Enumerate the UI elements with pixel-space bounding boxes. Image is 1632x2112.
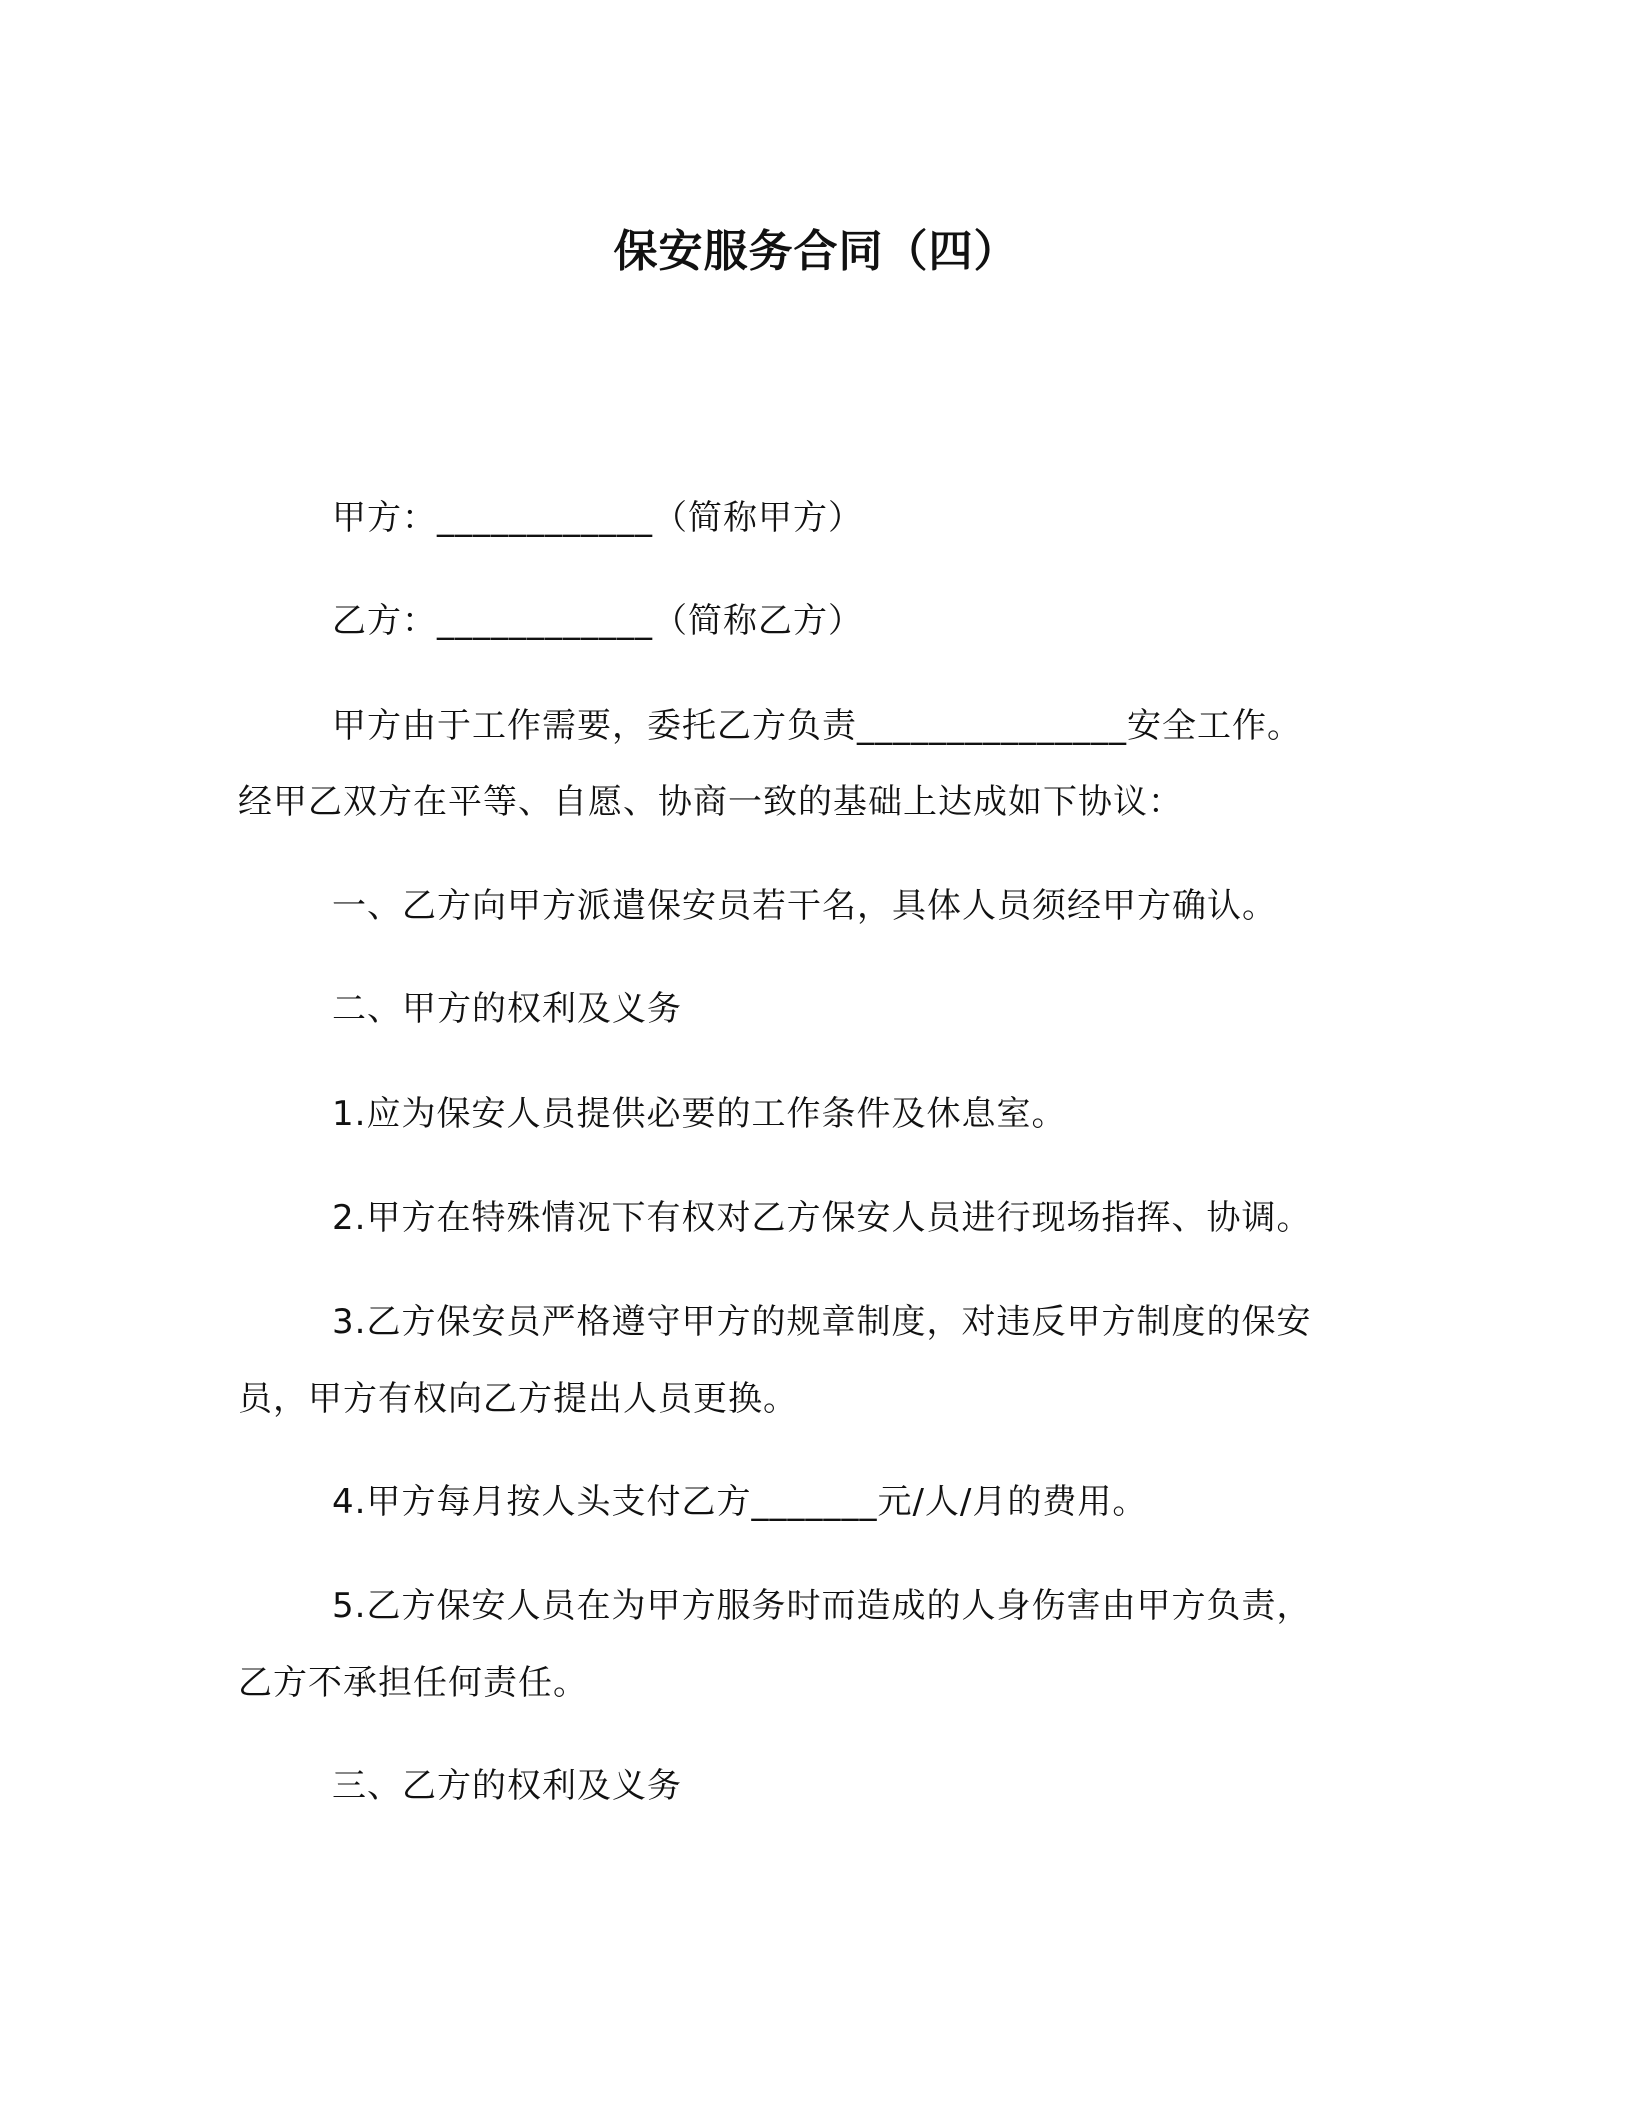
- party-b-line: 乙方：____________（简称乙方）: [332, 601, 863, 641]
- document-title: 保安服务合同（四）: [613, 226, 1019, 277]
- section-2-item-3-line-1: 3.乙方保安员严格遵守甲方的规章制度，对违反甲方制度的保安: [332, 1302, 1312, 1342]
- section-2-item-3-line-2: 员，甲方有权向乙方提出人员更换。: [238, 1379, 798, 1419]
- section-2-heading: 二、甲方的权利及义务: [332, 989, 682, 1029]
- section-2-item-1: 1.应为保安人员提供必要的工作条件及休息室。: [332, 1094, 1067, 1134]
- section-2-item-5-line-1: 5.乙方保安人员在为甲方服务时而造成的人身伤害由甲方负责，: [332, 1586, 1312, 1626]
- section-2-item-2: 2.甲方在特殊情况下有权对乙方保安人员进行现场指挥、协调。: [332, 1198, 1312, 1238]
- section-2-item-4: 4.甲方每月按人头支付乙方_______元/人/月的费用。: [332, 1482, 1148, 1522]
- intro-paragraph-line-1: 甲方由于工作需要，委托乙方负责_______________安全工作。: [332, 706, 1302, 746]
- section-3-heading: 三、乙方的权利及义务: [332, 1766, 682, 1806]
- intro-paragraph-line-2: 经甲乙双方在平等、自愿、协商一致的基础上达成如下协议：: [238, 782, 1183, 822]
- party-a-line: 甲方：____________（简称甲方）: [332, 498, 863, 538]
- clause-1: 一、乙方向甲方派遣保安员若干名，具体人员须经甲方确认。: [332, 886, 1277, 926]
- section-2-item-5-line-2: 乙方不承担任何责任。: [238, 1663, 588, 1703]
